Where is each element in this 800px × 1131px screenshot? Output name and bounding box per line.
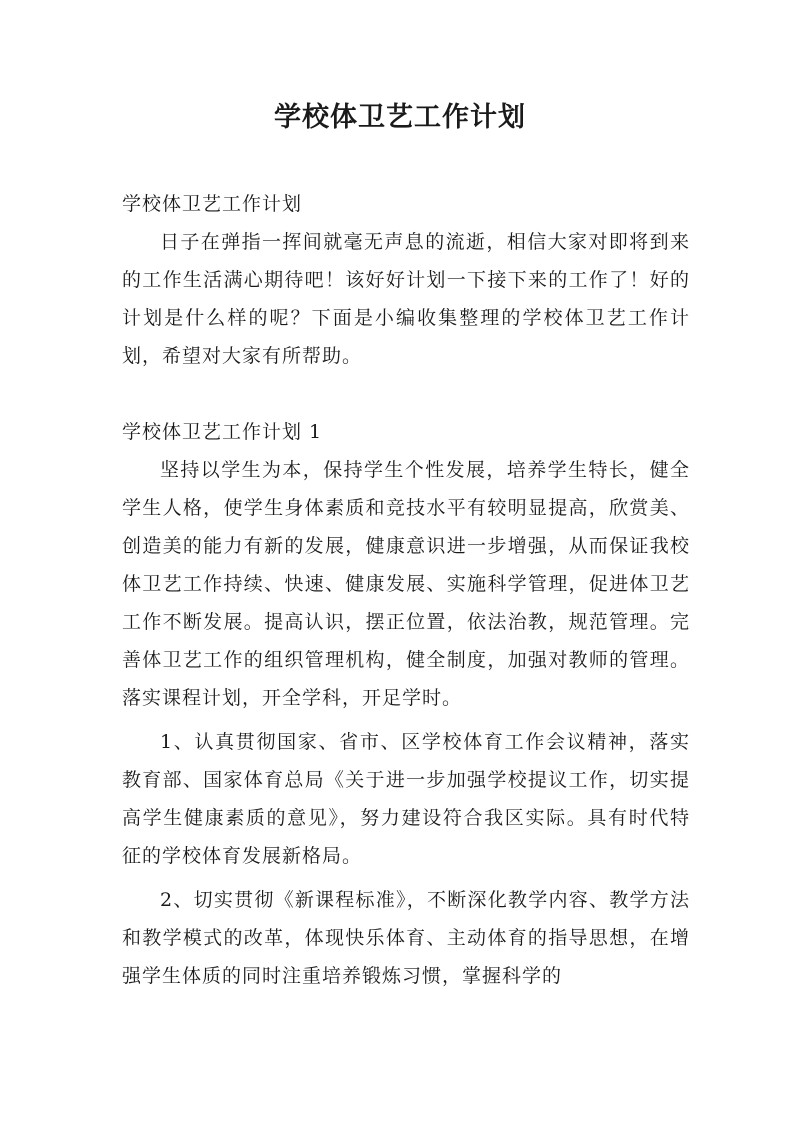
section-1-paragraph-1: 坚持以学生为本，保持学生个性发展，培养学生特长，健全学生人格，使学生身体素质和竞技水平有较明显提高，欣赏美、创造美的能力有新的发展，健康意识进一步增强，从而保证我校体卫艺工作持续、快速、健康发展、实施科学管理，促进体卫艺工作不断发展。提高认识，摆正位置，依法治教，规范管理。完善体卫艺工作的组织管理机构，健全制度，加强对教师的管理。落实课程计划，开全学科，开足学时。	[122, 459, 690, 709]
document-body	[122, 185, 690, 995]
section-1-heading: 学校体卫艺工作计划 1	[122, 421, 323, 443]
document-title: 学校体卫艺工作计划	[274, 102, 526, 133]
intro-paragraph: 日子在弹指一挥间就毫无声息的流逝，相信大家对即将到来的工作生活满心期待吧！该好好计划一下接下来的工作了！好的计划是什么样的呢？下面是小编收集整理的学校体卫艺工作计划，希望对大家有所帮助。	[122, 231, 690, 367]
paragraph-spacer	[122, 375, 690, 413]
section-1-paragraph-2: 1、认真贯彻国家、省市、区学校体育工作会议精神，落实教育部、国家体育总局《关于进一步加强学校提议工作，切实提高学生健康素质的意见》，努力建设符合我区实际。具有时代特征的学校体育发展新格局。	[122, 731, 690, 867]
intro-heading: 学校体卫艺工作计划	[122, 193, 303, 215]
section-1-paragraph-3: 2、切实贯彻《新课程标准》，不断深化教学内容、教学方法和教学模式的改革，体现快乐体育、主动体育的指导思想，在增强学生体质的同时注重培养锻炼习惯，掌握科学的	[122, 889, 690, 987]
